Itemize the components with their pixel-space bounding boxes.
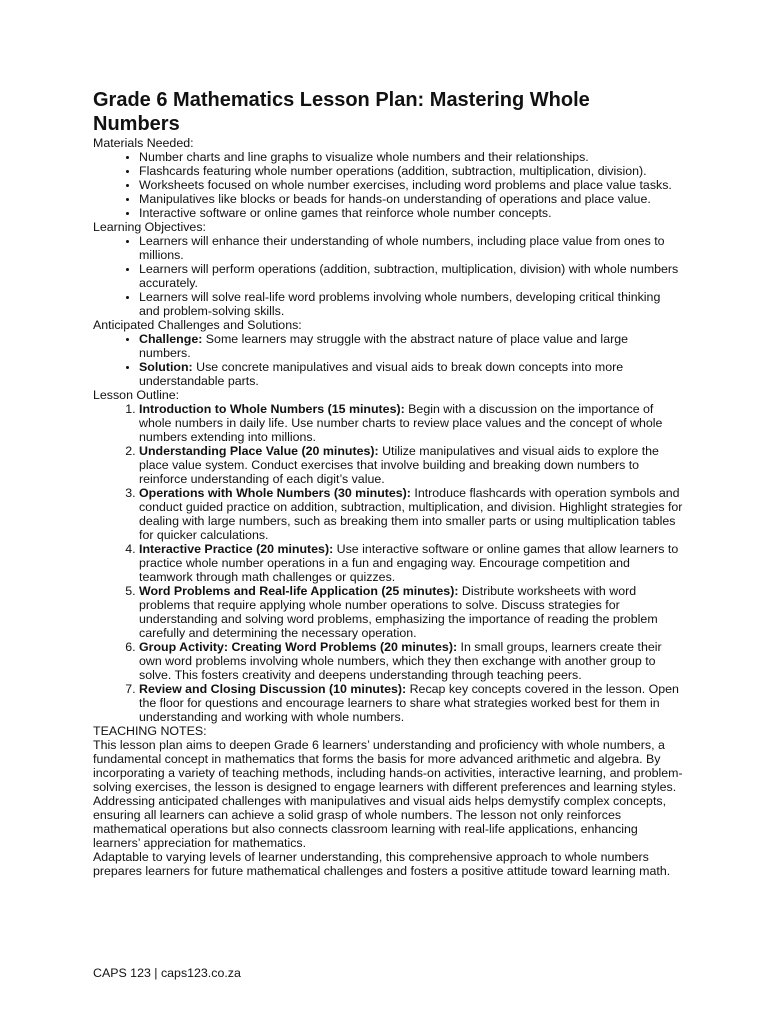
- challenge-label: Challenge:: [139, 332, 203, 346]
- materials-section: [93, 136, 683, 220]
- outline-item-label: Word Problems and Real-life Application (25 minutes):: [139, 584, 459, 598]
- document-body: [93, 88, 683, 878]
- outline-item-text: Begin with a discussion on the importance of whole numbers in daily life. Use number charts to review place values and the concept of whole numbers extending into millions.: [139, 402, 663, 444]
- list-item: [139, 682, 683, 724]
- materials-heading: Materials Needed:: [93, 136, 194, 150]
- outline-item-text: Introduce flashcards with operation symbols and conduct guided practice on addition, subtraction, multiplication, and division. Highlight strategies for dealing with large numbers, such as breaking them into smaller parts or using multiplication tables for quicker calculations.: [139, 486, 683, 542]
- challenges-list: [93, 332, 683, 388]
- challenges-section: [93, 318, 683, 388]
- list-item: [139, 402, 683, 444]
- outline-item-label: Introduction to Whole Numbers (15 minutes):: [139, 402, 405, 416]
- list-item: • Learners will perform operations (addition, subtraction, multiplication, division) with whole numbers accurately.: [139, 262, 683, 290]
- outline-item-label: Review and Closing Discussion (10 minutes):: [139, 682, 407, 696]
- list-item: • Manipulatives like blocks or beads for hands-on understanding of operations and place value.: [139, 192, 683, 206]
- list-item: • Interactive software or online games that reinforce whole number concepts.: [139, 206, 683, 220]
- solution-text: Use concrete manipulatives and visual aids to break down concepts into more understandable parts.: [139, 360, 624, 388]
- notes-paragraph: Adaptable to varying levels of learner understanding, this comprehensive approach to whole numbers prepares learners for future mathematical challenges and fosters a positive attitude toward learning math.: [93, 850, 671, 878]
- list-item: [139, 332, 683, 360]
- list-item: [139, 360, 683, 388]
- outline-item-text: Use interactive software or online games that allow learners to practice whole number operations in a fun and engaging way. Encourage competition and teamwork through math challenges or quizzes.: [139, 542, 679, 584]
- list-item: [139, 486, 683, 542]
- outline-heading: Lesson Outline:: [93, 388, 180, 402]
- list-item: • Learners will enhance their understanding of whole numbers, including place value from ones to millions.: [139, 234, 683, 262]
- list-item: [139, 444, 683, 486]
- outline-item-text: Utilize manipulatives and visual aids to explore the place value system. Conduct exercises that involve building and breaking down numbers to reinforce understanding of each digit’s value.: [139, 444, 659, 486]
- materials-list: [93, 150, 683, 220]
- outline-item-text: Distribute worksheets with word problems that require applying whole number operations to solve. Discuss strategies for understanding and solving word problems, emphasizing the importance of reading the problem carefully and determining the necessary operation.: [139, 584, 658, 640]
- outline-item-label: Operations with Whole Numbers (30 minutes):: [139, 486, 411, 500]
- list-item: • Learners will solve real-life word problems involving whole numbers, developing critical thinking and problem-solving skills.: [139, 290, 683, 318]
- objectives-list: [93, 234, 683, 318]
- challenges-heading: Anticipated Challenges and Solutions:: [93, 318, 302, 332]
- outline-item-label: Understanding Place Value (20 minutes):: [139, 444, 379, 458]
- page-footer: CAPS 123 | caps123.co.za: [93, 966, 241, 980]
- teaching-notes-section: [93, 724, 683, 878]
- outline-item-text: Recap key concepts covered in the lesson. Open the floor for questions and encourage learners to share what strategies worked best for them in understanding and working with whole numbers.: [139, 682, 679, 724]
- outline-item-label: Group Activity: Creating Word Problems (20 minutes):: [139, 640, 458, 654]
- page-title: Grade 6 Mathematics Lesson Plan: Mastering Whole Numbers: [93, 89, 590, 135]
- objectives-heading: Learning Objectives:: [93, 220, 206, 234]
- objectives-section: [93, 220, 683, 318]
- list-item: • Number charts and line graphs to visualize whole numbers and their relationships.: [139, 150, 683, 164]
- outline-item-text: In small groups, learners create their own word problems involving whole numbers, which they then exchange with another group to solve. This fosters creativity and deepens understanding through teaching peers.: [139, 640, 662, 682]
- notes-paragraph: This lesson plan aims to deepen Grade 6 learners’ understanding and proficiency with whole numbers, a fundamental concept in mathematics that forms the basis for more advanced arithmetic and algebra. By incorporating a variety of teaching methods, including hands-on activities, interactive learning, and problem-solving exercises, the lesson is designed to engage learners with different preferences and learning styles. Addressing anticipated challenges with manipulatives and visual aids helps demystify complex concepts, ensuring all learners can achieve a solid grasp of whole numbers. The lesson not only reinforces mathematical operations but also connects classroom learning with real-life applications, enhancing learners’ appreciation for mathematics.: [93, 738, 683, 850]
- outline-list: [93, 402, 683, 724]
- solution-label: Solution:: [139, 360, 193, 374]
- list-item: • Flashcards featuring whole number operations (addition, subtraction, multiplication, division).: [139, 164, 683, 178]
- challenge-text: Some learners may struggle with the abstract nature of place value and large numbers.: [139, 332, 628, 360]
- list-item: [139, 542, 683, 584]
- outline-item-label: Interactive Practice (20 minutes):: [139, 542, 334, 556]
- list-item: [139, 640, 683, 682]
- list-item: • Worksheets focused on whole number exercises, including word problems and place value tasks.: [139, 178, 683, 192]
- outline-section: [93, 388, 683, 724]
- notes-heading: TEACHING NOTES:: [93, 724, 207, 738]
- list-item: [139, 584, 683, 640]
